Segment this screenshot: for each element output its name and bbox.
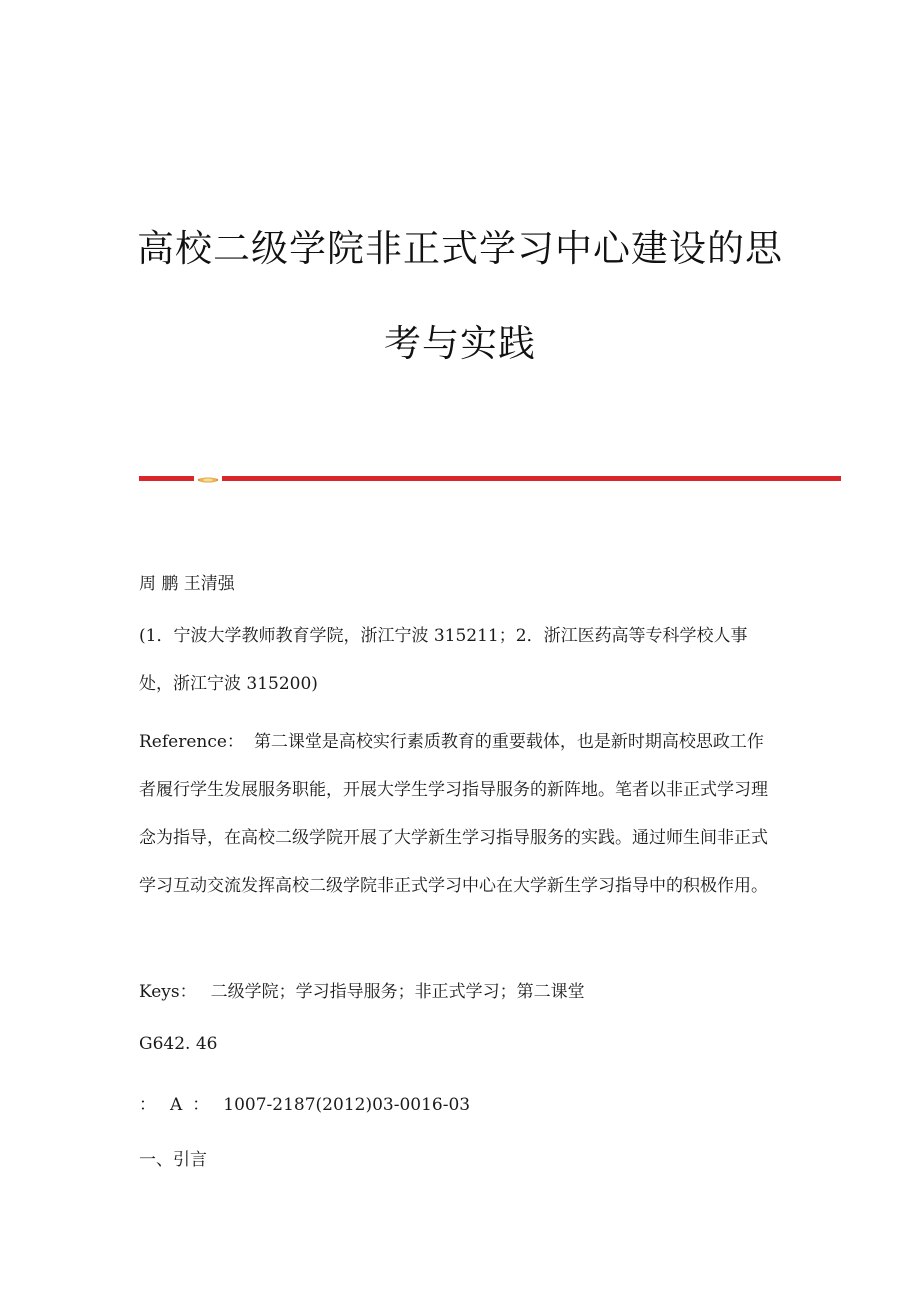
abstract-text: 第二课堂是高校实行素质教育的重要载体，也是新时期高校思政工作者履行学生发展服务职能，开展大学生学习指导服务的新阵地。笔者以非正式学习理念为指导，在高校二级学院开展了大学新生学习指导服务的实践。通过师生间非正式学习互动交流发挥高校二级学院非正式学习中心在大学新生学习指导中的积极作用。 <box>139 732 768 896</box>
title-divider-right <box>222 476 841 481</box>
document-code-separator: ： <box>192 1095 210 1115</box>
document-title-line-2: 考与实践 <box>384 322 536 365</box>
authors: 周 鹏 王清强 <box>139 574 235 594</box>
section-heading: 一、引言 <box>139 1150 207 1170</box>
keywords <box>139 977 779 1002</box>
document-code: A <box>170 1095 183 1115</box>
keywords-text: 二级学院；学习指导服务；非正式学习；第二课堂 <box>210 982 585 1002</box>
abstract <box>139 718 775 910</box>
document-title-line-1: 高校二级学院非正式学习中心建设的思 <box>137 227 783 270</box>
divider-ornament-icon <box>196 476 220 484</box>
keywords-label: Keys： <box>139 982 197 1002</box>
abstract-label: Reference： <box>139 732 244 752</box>
title-divider-left <box>139 476 194 481</box>
article-id: 1007-2187(2012)03-0016-03 <box>223 1095 471 1115</box>
document-code-prefix: ： <box>139 1095 156 1115</box>
document-code-line <box>139 1090 779 1115</box>
affiliations: (1．宁波大学教师教育学院，浙江宁波 315211；2．浙江医药高等专科学校人事处，浙江宁波 315200) <box>139 626 748 694</box>
classification-number: G642. 46 <box>139 1034 218 1054</box>
